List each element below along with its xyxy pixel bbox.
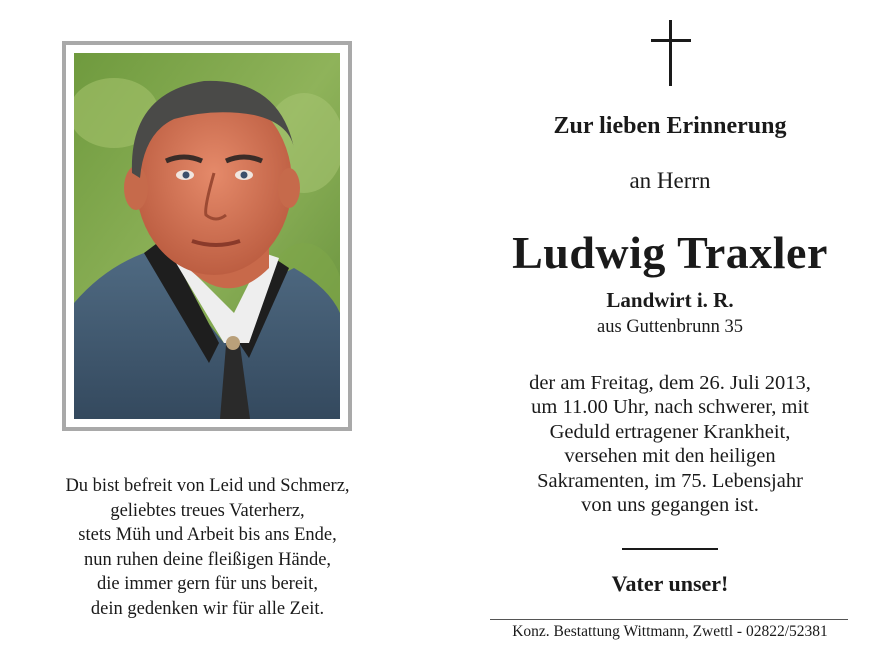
portrait-frame	[62, 41, 352, 431]
poem-line: nun ruhen deine fleißigen Hände,	[83, 549, 332, 570]
poem-line: stets Müh und Arbeit bis ans Ende,	[78, 525, 337, 546]
notice-line: der am Freitag, dem 26. Juli 2013,	[529, 372, 811, 394]
notice-line: um 11.00 Uhr, nach schwerer, mit	[531, 396, 809, 419]
deceased-name: Ludwig Traxler	[512, 227, 828, 278]
funeral-home-footer: Konz. Bestattung Wittmann, Zwettl - 02822/52381	[512, 623, 828, 640]
notice-line: Sakramenten, im 75. Lebensjahr	[537, 469, 803, 492]
salutation: an Herrn	[629, 168, 711, 193]
card-heading: Zur lieben Erinnerung	[553, 113, 787, 139]
prayer-text: Vater unser!	[611, 571, 729, 596]
footer-divider	[490, 619, 848, 620]
poem-line: Du bist befreit von Leid und Schmerz,	[65, 476, 350, 496]
notice-line: Geduld ertragener Krankheit,	[549, 420, 791, 443]
notice-line: versehen mit den heiligen	[564, 445, 776, 468]
portrait-mat	[66, 45, 348, 427]
cross-icon	[651, 20, 691, 86]
memorial-poem	[30, 474, 385, 622]
notice-line: von uns gegangen ist.	[581, 494, 759, 517]
divider	[622, 548, 718, 550]
death-notice-text	[490, 371, 850, 517]
deceased-title: Landwirt i. R.	[606, 288, 734, 312]
poem-line: dein gedenken wir für alle Zeit.	[90, 598, 325, 619]
portrait-photo	[74, 53, 340, 419]
poem-line: geliebtes treues Vaterherz,	[110, 500, 305, 521]
deceased-origin: aus Guttenbrunn 35	[597, 317, 743, 337]
poem-line: die immer gern für uns bereit,	[97, 574, 318, 595]
